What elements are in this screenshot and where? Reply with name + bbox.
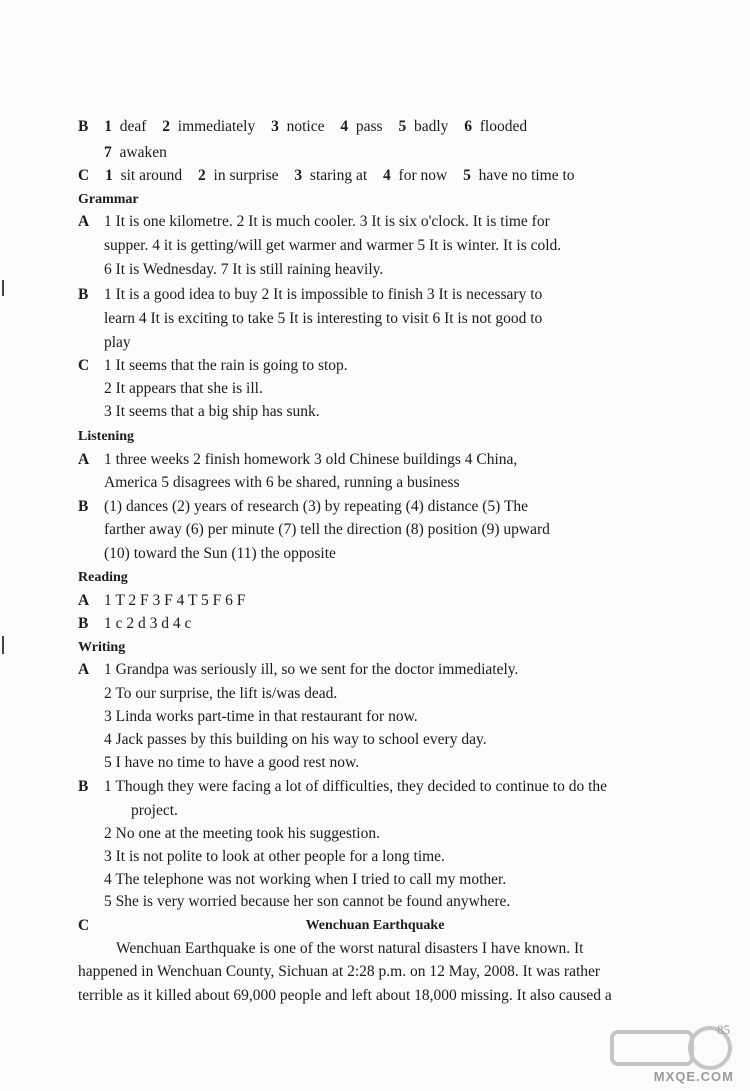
reading-b-label: B bbox=[78, 615, 89, 632]
grammar-c-line-2: 2 It appears that she is ill. bbox=[104, 380, 263, 397]
listening-a-line-2: America 5 disagrees with 6 be shared, running a business bbox=[104, 474, 460, 491]
watermark-text: MXQE.COM bbox=[653, 1069, 734, 1084]
writing-b-label: B bbox=[78, 778, 89, 795]
essay-line-2: happened in Wenchuan County, Sichuan at 2:28 p.m. on 12 May, 2008. It was rather bbox=[78, 963, 601, 980]
writing-b-line-1-cont: project. bbox=[131, 802, 178, 819]
grammar-c-line-3: 3 It seems that a big ship has sunk. bbox=[104, 403, 320, 420]
grammar-a-label: A bbox=[78, 213, 90, 230]
vocab-b-line-1: B 1 deaf 2 immediately 3 notice 4 pass 5 badly 6 flooded bbox=[78, 118, 528, 135]
grammar-a-line-3: 6 It is Wednesday. 7 It is still raining heavily. bbox=[104, 261, 384, 278]
listening-b-line-2: farther away (6) per minute (7) tell the direction (8) position (9) upward bbox=[104, 521, 550, 538]
writing-a-line-5: 5 I have no time to have a good rest now. bbox=[104, 754, 360, 771]
grammar-c-label: C bbox=[78, 357, 90, 374]
grammar-b-line-2: learn 4 It is exciting to take 5 It is interesting to visit 6 It is not good to bbox=[104, 310, 543, 327]
essay-line-1: Wenchuan Earthquake is one of the worst natural disasters I have known. It bbox=[116, 940, 584, 957]
vocab-b-line-2: 7 awaken bbox=[104, 144, 167, 161]
listening-a-label: A bbox=[78, 451, 90, 468]
writing-a-line-4: 4 Jack passes by this building on his way to school every day. bbox=[104, 731, 487, 748]
grammar-a-line-1: 1 It is one kilometre. 2 It is much cooler. 3 It is six o'clock. It is time for bbox=[104, 213, 550, 230]
writing-b-line-2: 2 No one at the meeting took his suggestion. bbox=[104, 825, 380, 842]
grammar-b-line-3: play bbox=[104, 334, 131, 351]
listening-b-line-3: (10) toward the Sun (11) the opposite bbox=[104, 545, 336, 562]
margin-mark bbox=[2, 636, 4, 654]
page-number: 85 bbox=[717, 1022, 730, 1037]
margin-mark bbox=[2, 280, 4, 296]
essay-line-3: terrible as it killed about 69,000 people and left about 18,000 missing. It also caused a bbox=[78, 987, 612, 1004]
listening-a-line-1: 1 three weeks 2 finish homework 3 old Chinese buildings 4 China, bbox=[104, 451, 518, 468]
writing-a-line-2: 2 To our surprise, the lift is/was dead. bbox=[104, 685, 338, 702]
reading-b-line-1: 1 c 2 d 3 d 4 c bbox=[104, 615, 192, 632]
grammar-b-label: B bbox=[78, 286, 89, 303]
writing-b-line-4: 4 The telephone was not working when I tried to call my mother. bbox=[104, 871, 507, 888]
writing-b-line-1: 1 Though they were facing a lot of difficulties, they decided to continue to do the bbox=[104, 778, 608, 795]
writing-a-label: A bbox=[78, 661, 90, 678]
reading-a-line-1: 1 T 2 F 3 F 4 T 5 F 6 F bbox=[104, 592, 246, 609]
writing-a-line-3: 3 Linda works part-time in that restaurant for now. bbox=[104, 708, 418, 725]
vocab-c-line-1: C 1 sit around 2 in surprise 3 staring at 4 for now 5 have no time to bbox=[78, 167, 575, 184]
essay-title: Wenchuan Earthquake bbox=[305, 918, 445, 933]
listening-b-line-1: (1) dances (2) years of research (3) by repeating (4) distance (5) The bbox=[104, 498, 529, 515]
reading-a-label: A bbox=[78, 592, 90, 609]
writing-a-line-1: 1 Grandpa was seriously ill, so we sent for the doctor immediately. bbox=[104, 661, 519, 678]
grammar-heading: Grammar bbox=[78, 192, 139, 207]
grammar-a-line-2: supper. 4 it is getting/will get warmer and warmer 5 It is winter. It is cold. bbox=[104, 237, 562, 254]
reading-heading: Reading bbox=[78, 570, 128, 585]
grammar-c-line-1: 1 It seems that the rain is going to stop. bbox=[104, 357, 348, 374]
listening-b-label: B bbox=[78, 498, 89, 515]
writing-c-label: C bbox=[78, 917, 90, 934]
writing-heading: Writing bbox=[78, 640, 126, 655]
writing-b-line-5: 5 She is very worried because her son cannot be found anywhere. bbox=[104, 893, 511, 910]
grammar-b-line-1: 1 It is a good idea to buy 2 It is impossible to finish 3 It is necessary to bbox=[104, 286, 543, 303]
listening-heading: Listening bbox=[78, 429, 135, 444]
writing-b-line-3: 3 It is not polite to look at other people for a long time. bbox=[104, 848, 445, 865]
